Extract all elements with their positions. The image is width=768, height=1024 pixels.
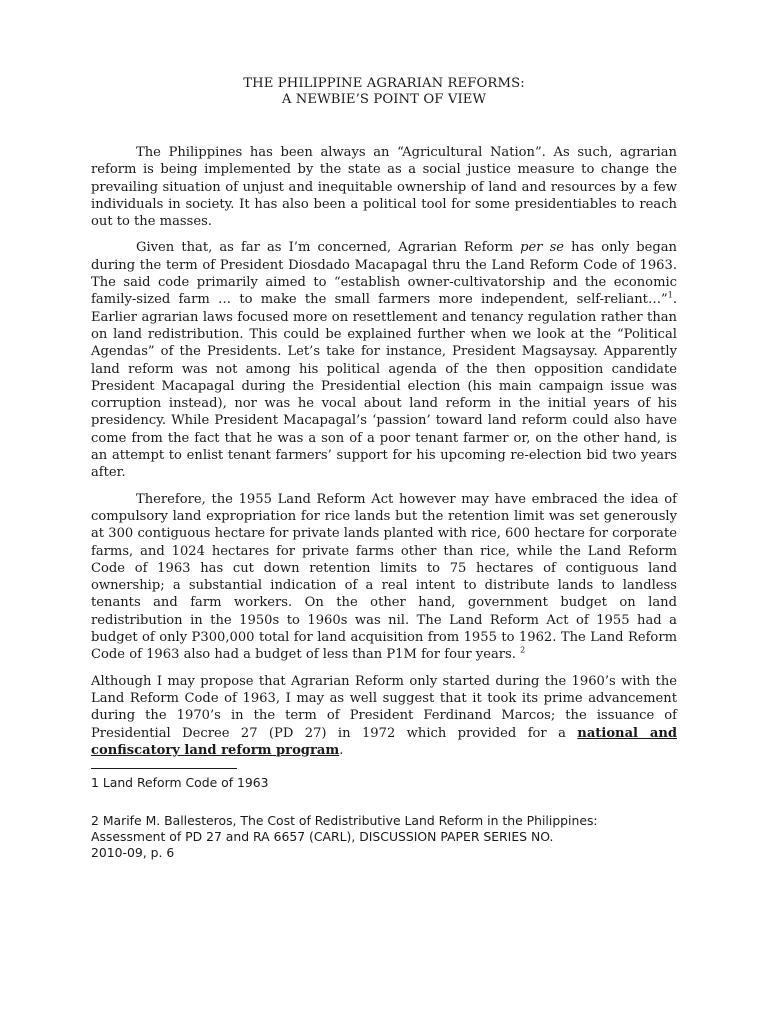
paragraph-1: The Philippines has been always an “Agricultural Nation”. As such, agrarian reform is being implemented by the state as a social justice measure to change the prevailing situation of unjust and inequitable ownership of land and resources by a few individuals in society. It has also been a political tool for some presidentiables to reach out to the masses. (91, 145, 677, 230)
title-line-2: A NEWBIE’S POINT OF VIEW (281, 92, 487, 107)
footnote-2-line-1: 2 Marife M. Ballesteros, The Cost of Redistributive Land Reform in the Philippines: (91, 813, 598, 829)
paragraph-3 (91, 491, 677, 664)
footnote-1: 1 Land Reform Code of 1963 (91, 775, 269, 791)
footnote-ref-1: 1 (667, 291, 673, 301)
footnote-separator (91, 768, 237, 769)
paragraph-2-text-c: . Earlier agrarian laws focused more on resettlement and tenancy regulation rather than on land redistribution. This could be explained further when we look at the “Political Agendas” of the Presidents. Let’s take for instance, President Magsaysay. Apparently land reform was not among his political agenda of the then opposition candidate President Macapagal during the Presidential election (his main campaign issue was corruption instead), nor was he vocal about land reform in the initial years of his presidency. While President Macapagal’s ‘passion’ toward land reform could also have come from the fact that he was a son of a poor tenant farmer or, on the other hand, is an attempt to enlist tenant farmers’ support for his upcoming re-election bid two years after. (91, 292, 677, 481)
footnote-2-line-2: Assessment of PD 27 and RA 6657 (CARL), DISCUSSION PAPER SERIES NO. (91, 829, 554, 845)
footnote-2-line-3: 2010-09, p. 6 (91, 845, 175, 861)
document-title (91, 76, 677, 108)
paragraph-3-text: Therefore, the 1955 Land Reform Act however may have embraced the idea of compulsory land expropriation for rice lands but the retention limit was set generously at 300 contiguous hectare for private lands planted with rice, 600 hectare for corporate farms, and 1024 hectares for private farms other than rice, while the Land Reform Code of 1963 has cut down retention limits to 75 hectares of contiguous land ownership; a substantial indication of a real intent to distribute lands to landless tenants and farm workers. On the other hand, government budget on land redistribution in the 1950s to 1960s was nil. The Land Reform Act of 1955 had a budget of only P300,000 total for land acquisition from 1955 to 1962. The Land Reform Code of 1963 also had a budget of less than P1M for four years. (91, 491, 677, 663)
paragraph-2-text-b: has only began during the term of President Diosdado Macapagal thru the Land Reform Code of 1963. The said code primarily aimed to “establish owner-cultivatorship and the economic family-sized farm … to make the small farmers more independent, self-reliant…” (91, 240, 677, 308)
paragraph-4-text-b: . (339, 742, 344, 758)
paragraph-2-text-a: Given that, as far as I’m concerned, Agrarian Reform (136, 240, 521, 256)
title-line-1: THE PHILIPPINE AGRARIAN REFORMS: (243, 76, 525, 91)
paragraph-4 (91, 673, 677, 759)
paragraph-4-text-a: Although I may propose that Agrarian Reform only started during the 1960’s with the Land Reform Code of 1963, I may as well suggest that it took its prime advancement during the 1970’s in the term of President Ferdinand Marcos; the issuance of Presidential Decree 27 (PD 27) in 1972 which provided for a (91, 673, 677, 741)
footnote-2 (91, 813, 677, 861)
paragraph-4-emphasis: national and confiscatory land reform program (91, 725, 677, 758)
paragraph-2 (91, 239, 677, 481)
footnote-ref-2: 2 (520, 645, 526, 655)
document-page (91, 76, 677, 861)
paragraph-2-italic: per se (520, 240, 565, 256)
